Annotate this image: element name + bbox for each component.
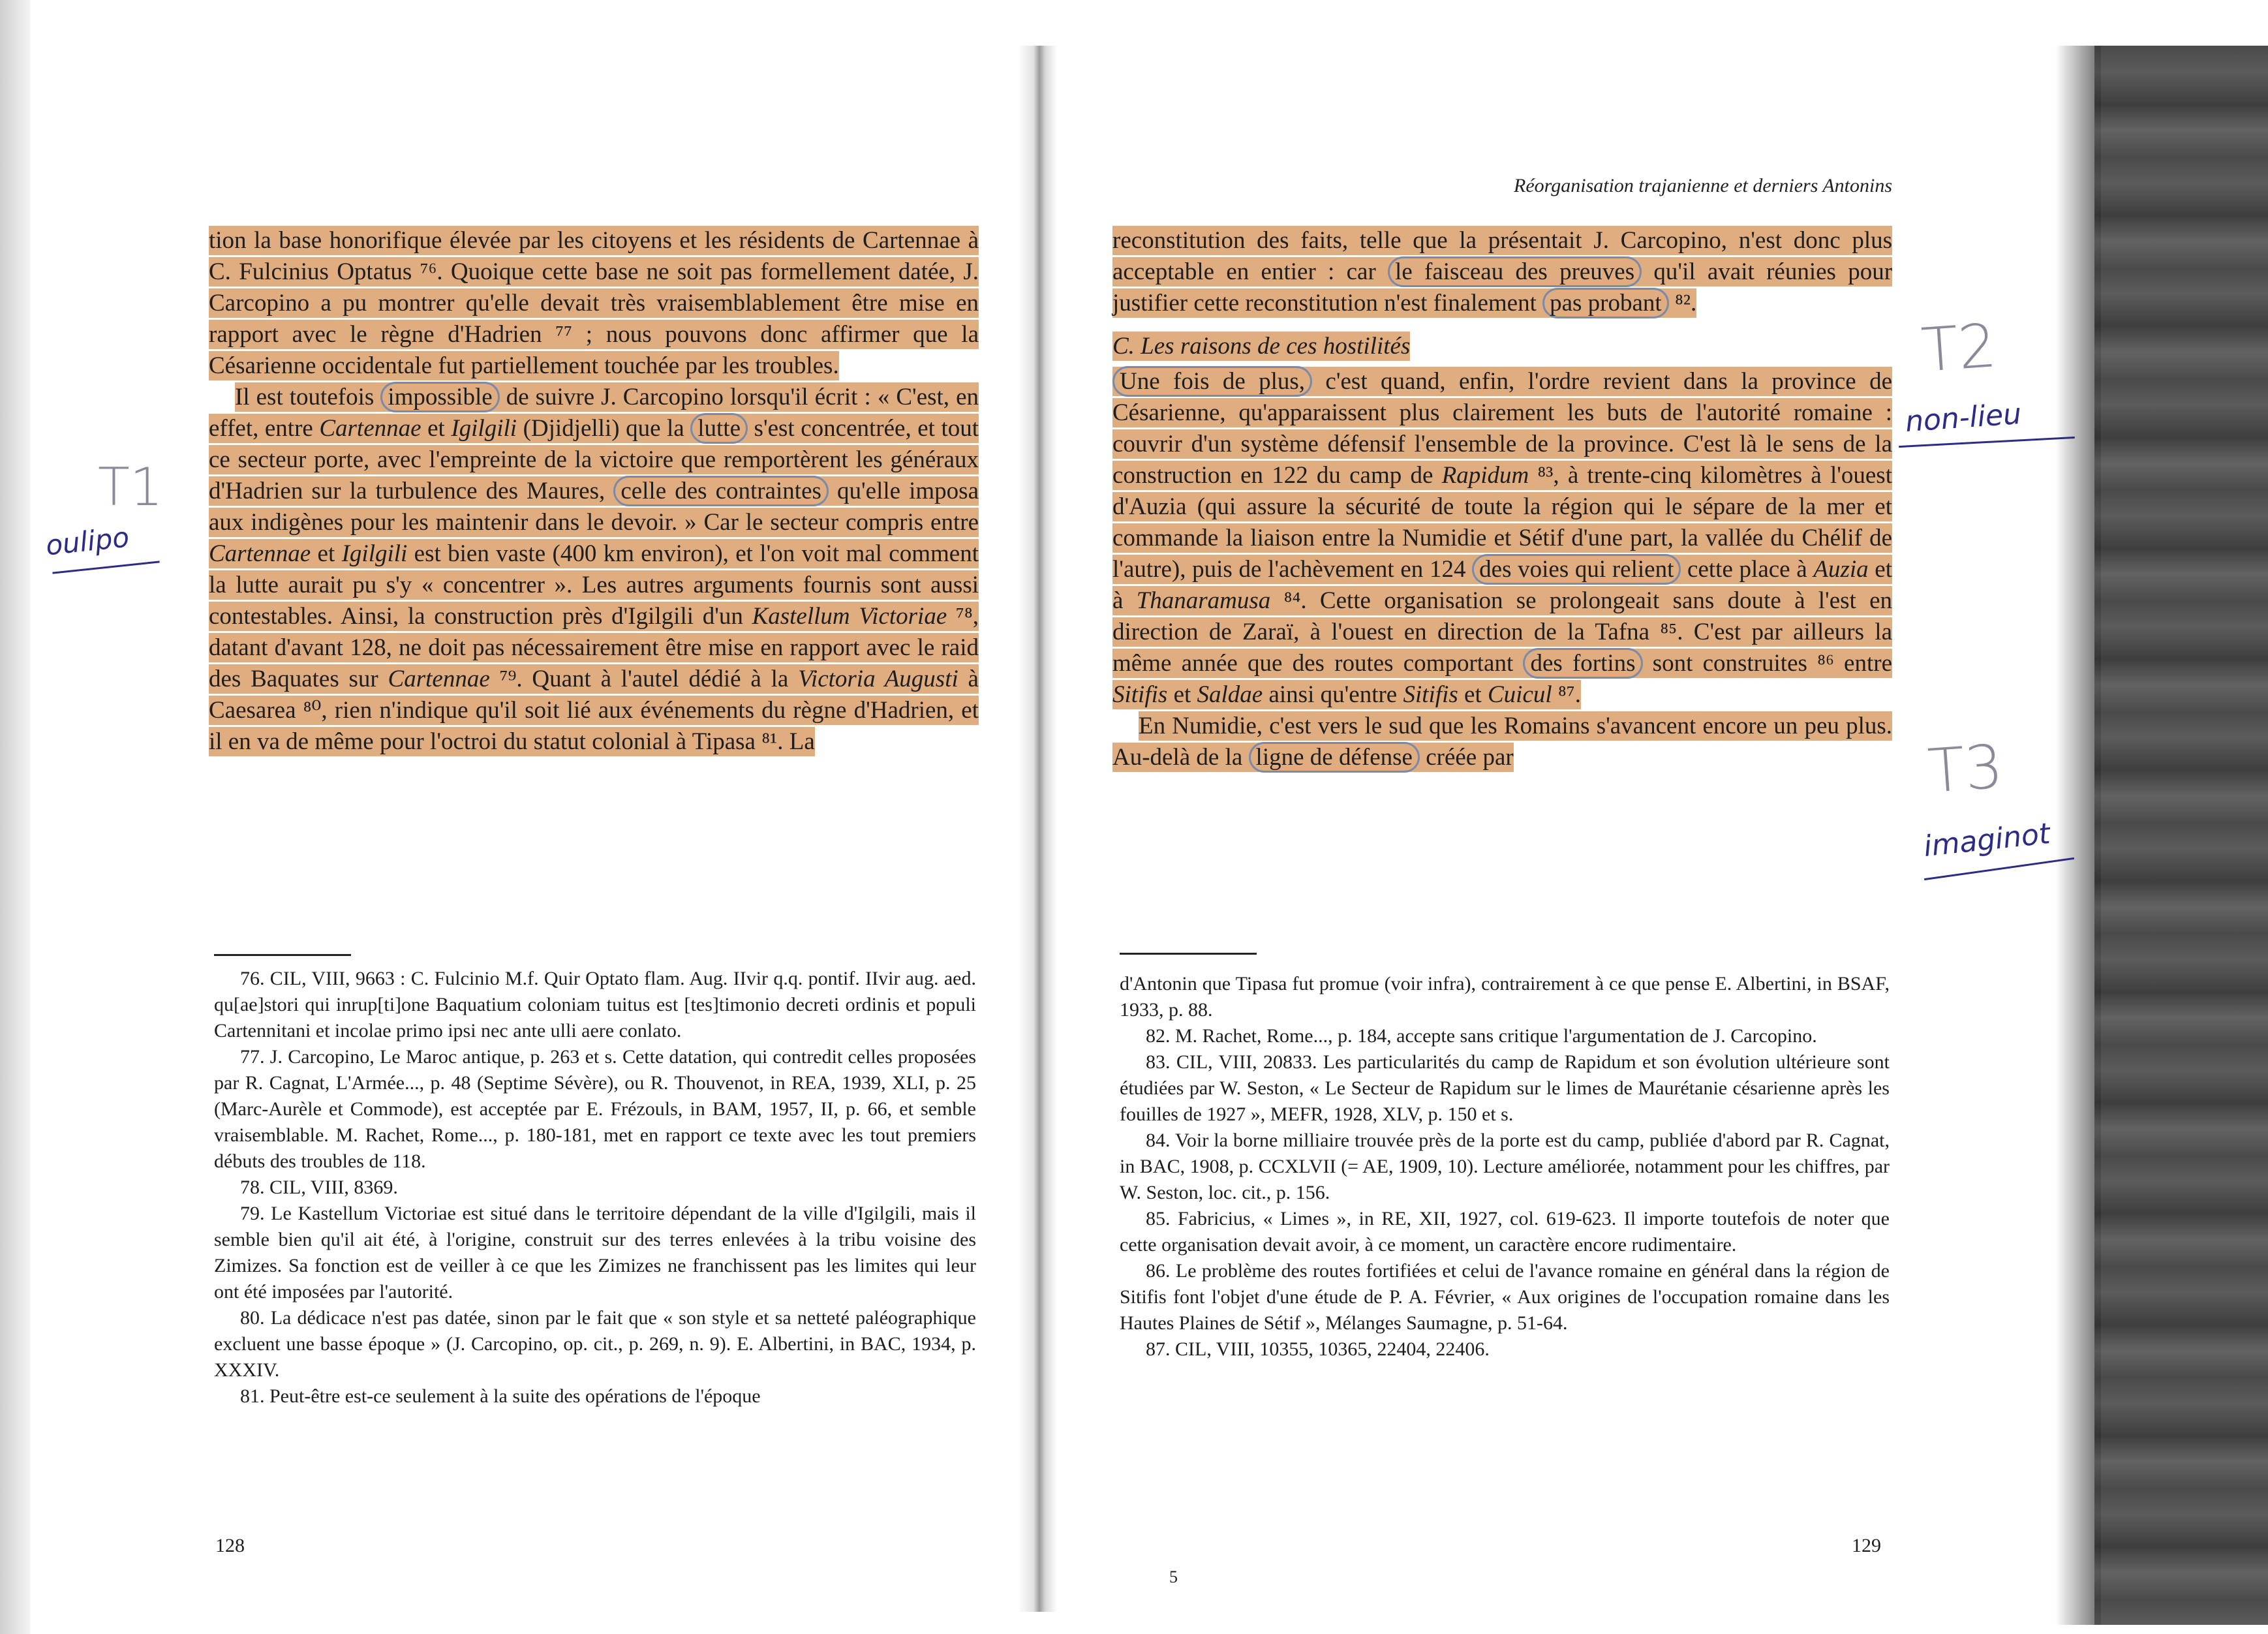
- right-paragraph-3: En Numidie, c'est vers le sud que les Romains s'avancent encore un peu plus. Au-delà de la ligne de défense créée par: [1112, 711, 1892, 773]
- right-paragraph-2: Une fois de plus, c'est quand, enfin, l'ordre revient dans la province de Césarienne, qu'apparaissent plus clairement les buts de l'autorité romaine : couvrir d'un système défensif l'ensemble de la province. C'est là le sens de la construction en 122 du camp de Rapidum ⁸³, à trente-cinq kilomètres à l'ouest d'Auzia (qui assure la sécurité de toute la région qui le sépare de la mer et commande la liaison entre la Numidie et Sétif d'une part, la vallée du Chélif de l'autre), puis de l'achèvement en 124 des voies qui relient cette place à Auzia et à Thanaramusa ⁸⁴. Cette organisation se prolongeait sans doute à l'est en direction de Zaraï, à l'ouest en direction de la Tafna ⁸⁵. C'est par ailleurs la même année que des routes comportant des fortins sont construites ⁸⁶ entre Sitifis et Saldae ainsi qu'entre Sitifis et Cuicul ⁸⁷.: [1112, 366, 1892, 711]
- circled-phrase-faisceau: le faisceau des preuves: [1388, 256, 1642, 287]
- footnote-81: 81. Peut-être est-ce seulement à la suite des opérations de l'époque: [240, 1385, 761, 1407]
- scan-page-number: 5: [1169, 1567, 1178, 1586]
- handwritten-oulipo: oulipo: [44, 521, 131, 562]
- left-paragraph-1: [209, 225, 979, 382]
- footnote-81-continued: d'Antonin que Tipasa fut promue (voir infra), contrairement à ce que pense E. Albertini, in BSAF, 1933, p. 88.: [1120, 973, 1890, 1021]
- footnote-79: 79. Le Kastellum Victoriae est situé dans le territoire dépendant de la ville d'Igilgili, mais il semble bien qu'il ait été, à l'origine, construit sur des terres enlevées à la tribu voisine des Zimizes. Sa fonction est de veiller à ce que les Zimizes ne franchissent pas les limites qui leur ont été imposées par l'autorité.: [214, 1203, 976, 1303]
- circled-phrase-ligne: ligne de défense: [1249, 742, 1420, 773]
- right-footnotes: [1120, 971, 1890, 1363]
- right-paragraph-1: reconstitution des faits, telle que la présentait J. Carcopino, n'est donc plus acceptable en entier : car le faisceau des preuves qu'il avait réunies pour justifier cette reconstitution n'est finalement pas probant ⁸².: [1112, 225, 1892, 319]
- circled-word-lutte: lutte: [690, 413, 748, 444]
- left-paragraph-2: Il est toutefois impossible de suivre J. Carcopino lorsqu'il écrit : « C'est, en effet, entre Cartennae et Igilgili (Djidjelli) que la lutte s'est concentrée, et tout ce secteur porte, avec l'empreinte de la victoire que remportèrent les généraux d'Hadrien sur la turbulence des Maures, celle des contraintes qu'elle imposa aux indigènes pour les maintenir dans le devoir. » Car le secteur compris entre Cartennae et Igilgili est bien vaste (400 km environ), et l'on voit mal comment la lutte aurait pu s'y « concentrer ». Les autres arguments fournis sont aussi contestables. Ainsi, la construction près d'Igilgili d'un Kastellum Victoriae ⁷⁸, datant d'avant 128, ne doit pas nécessairement être mise en rapport avec le raid des Baquates sur Cartennae ⁷⁹. Quant à l'autel dédié à la Victoria Augusti à Caesarea ⁸⁰, rien n'indique qu'il soit lié aux événements du règne d'Hadrien, et il en va de même pour l'octroi du statut colonial à Tipasa ⁸¹. La: [209, 382, 979, 758]
- circled-word-impossible: impossible: [380, 382, 499, 412]
- section-heading: C. Les raisons de ces hostilités: [1112, 333, 1411, 360]
- handwritten-imaginot: imaginot: [1922, 816, 2052, 864]
- footnote-82: 82. M. Rachet, Rome..., p. 184, accepte sans critique l'argumentation de J. Carcopino.: [1146, 1025, 1817, 1047]
- right-page-body: [1112, 225, 1892, 773]
- footnote-86: 86. Le problème des routes fortifiées et celui de l'avance romaine en général dans la région de Sitifis font l'objet d'une étude de P. A. Février, « Aux origines de l'occupation romaine dans les Hautes Plaines de Sétif », Mélanges Saumagne, p. 51-64.: [1120, 1260, 1890, 1334]
- footnote-87: 87. CIL, VIII, 10355, 10365, 22404, 22406.: [1146, 1338, 1490, 1360]
- footnote-76: 76. CIL, VIII, 9663 : C. Fulcinio M.f. Quir Optato flam. Aug. IIvir q.q. pontif. IIvir aug. aed. qu[ae]stori qui inrup[ti]one Baquatium coloniam tuitus est [tes]timonio decreti ordinis et populi Cartennitani et incolae primo ipsi nec ante ulli aere conlato.: [214, 968, 976, 1041]
- circled-phrase-fortins: des fortins: [1523, 648, 1642, 679]
- circled-phrase-pas-probant: pas probant: [1542, 288, 1669, 318]
- left-footnotes: [214, 966, 976, 1410]
- footnote-85: 85. Fabricius, « Limes », in RE, XII, 1927, col. 619-623. Il importe toutefois de noter que cette organisation devait avoir, à ce moment, un caractère encore rudimentaire.: [1120, 1208, 1890, 1256]
- underline-oulipo: [52, 561, 159, 574]
- footnote-83: 83. CIL, VIII, 20833. Les particularités du camp de Rapidum et son évolution ultérieure sont étudiées par W. Seston, « Le Secteur de Rapidum sur le limes de Maurétanie césarienne après les fouilles de 1927 », MEFR, 1928, XLV, p. 150 et s.: [1120, 1051, 1890, 1125]
- running-head: Réorganisation trajanienne et derniers Antonins: [1514, 175, 1892, 196]
- footnote-84: 84. Voir la borne milliaire trouvée près de la porte est du camp, publiée d'abord par R. Cagnat, in BAC, 1908, p. CCXLVII (= AE, 1909, 10). Lecture améliorée, notamment pour les chiffres, par W. Seston, loc. cit., p. 156.: [1120, 1130, 1890, 1203]
- circled-phrase-voies: des voies qui relient: [1472, 554, 1681, 585]
- footnote-rule-left: [214, 954, 351, 956]
- footnote-78: 78. CIL, VIII, 8369.: [240, 1177, 398, 1198]
- footnote-rule-right: [1120, 953, 1257, 955]
- page-number-left: 128: [215, 1535, 245, 1556]
- left-page-body: [209, 225, 979, 758]
- handwritten-t3: T3: [1925, 732, 2006, 807]
- highlighted-text: tion la base honorifique élevée par les citoyens et les résidents de Cartennae à C. Fulcinius Optatus ⁷⁶. Quoique cette base ne soit pas formellement datée, J. Carcopino a pu montrer qu'elle devait très vraisemblablement être mise en rapport avec le règne d'Hadrien ⁷⁷ ; nous pouvons donc affirmer que la Césarienne occidentale fut partiellement touchée par les troubles.: [209, 227, 979, 379]
- footnote-77: 77. J. Carcopino, Le Maroc antique, p. 263 et s. Cette datation, qui contredit celles proposées par R. Cagnat, L'Armée..., p. 48 (Septime Sévère), ou R. Thouvenot, in REA, 1939, XLI, p. 25 (Marc-Aurèle et Commode), est acceptée par E. Frézouls, in BAM, 1957, II, p. 66, et semble vraisemblable. M. Rachet, Rome..., p. 180-181, met en rapport ce texte avec les tout premiers débuts des troubles de 118.: [214, 1046, 976, 1172]
- handwritten-t1: T1: [98, 457, 163, 517]
- scan-edge-left: [0, 0, 30, 1634]
- footnote-80: 80. La dédicace n'est pas datée, sinon par le fait que « son style et sa netteté paléographique excluent une basse époque » (J. Carcopino, op. cit., p. 269, n. 9). E. Albertini, in BAC, 1934, p. XXXIV.: [214, 1307, 976, 1381]
- handwritten-non-lieu: non-lieu: [1904, 397, 2023, 439]
- page-number-right: 129: [1852, 1535, 1881, 1556]
- scan-dark-edge-right: [2094, 46, 2268, 1625]
- book-gutter: [1018, 46, 1057, 1612]
- handwritten-t2: T2: [1919, 311, 1999, 386]
- circled-phrase-contraintes: celle des contraintes: [613, 476, 829, 506]
- circled-phrase-une-fois: Une fois de plus,: [1112, 366, 1312, 397]
- underline-non-lieu: [1899, 437, 2075, 448]
